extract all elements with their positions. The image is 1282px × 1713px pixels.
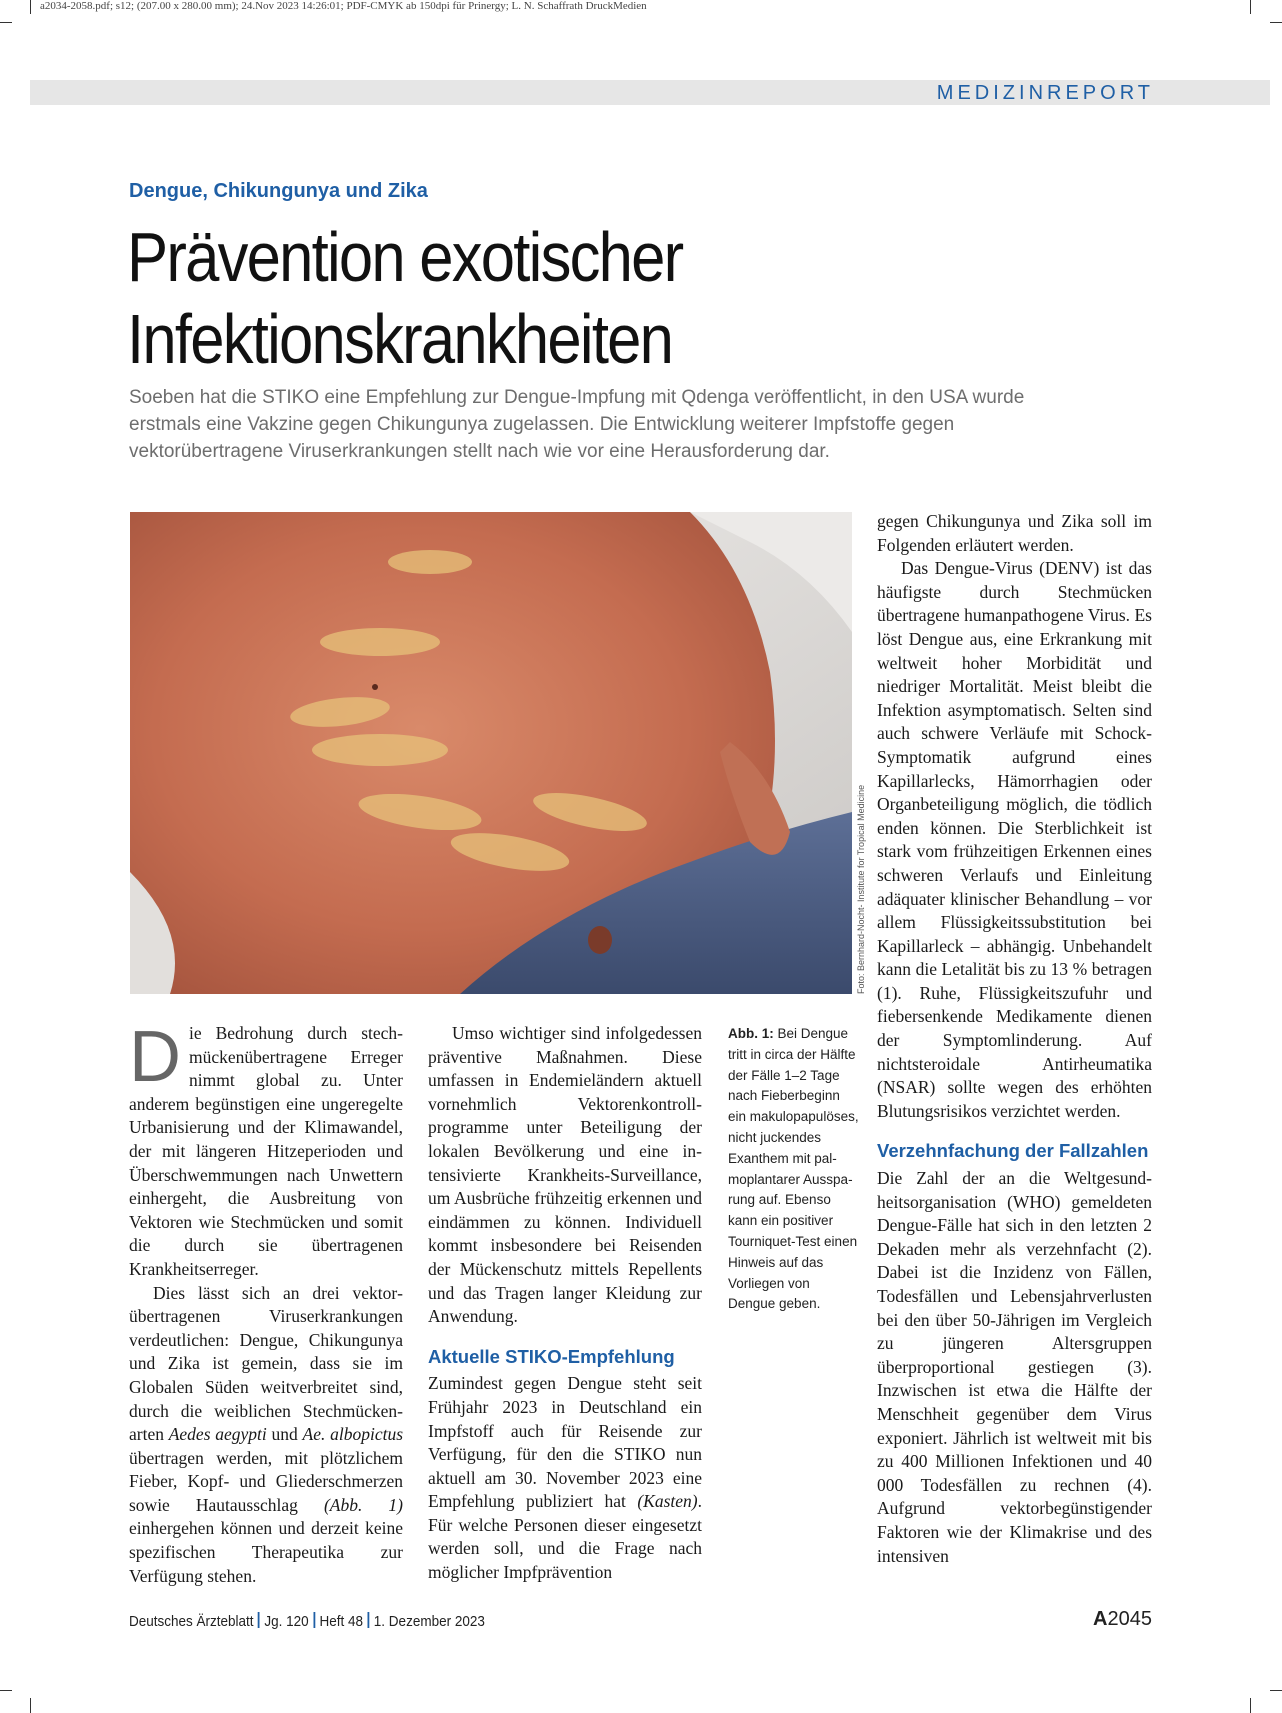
journal-name: Deutsches Ärzteblatt — [129, 1613, 254, 1630]
separator — [258, 1612, 260, 1628]
crop-mark — [1250, 1698, 1251, 1713]
box-reference: (Kasten) — [637, 1491, 698, 1512]
page-prefix: A — [1093, 1608, 1108, 1630]
subheading: Verzehnfachung der Fallzahlen — [877, 1140, 1149, 1162]
paragraph-text: einhergehen können und derzeit keine spezifischen Therapeutika zur Verfügung stehen. — [129, 1518, 403, 1586]
paragraph: gegen Chikungunya und Zika soll im Folgenden erläutert werden. — [877, 511, 1152, 555]
page-number — [1093, 1608, 1152, 1631]
page-number-value: 2045 — [1107, 1608, 1152, 1630]
section-label: MEDIZINREPORT — [936, 82, 1154, 104]
paragraph: Die Zahl der an die Weltgesundheitsorganisation (WHO) gemeldeten Dengue-Fälle hat sich in den letzten 2 Dekaden mehr als verzehnfacht (2). Dabei ist die Inzidenz von Fällen, Todesfällen und Lebensjahrverlusten bei den über 50-Jährigen im Vergleich zu jüngeren Altersgruppen überproportional gestiegen (3). Inzwischen ist etwa die Hälfte der Menschheit gegenüber dem Virus exponiert. Jährlich ist weltweit mit bis zu 400 Millionen Infektionen und 40 000 Todesfällen zu rechnen (4). Aufgrund vektorbegünstigender Faktoren wie der Klimakrise und des intensiven — [877, 1168, 1152, 1566]
footer-citation — [129, 1612, 485, 1630]
paragraph-text: und — [266, 1424, 303, 1445]
article-lead: Soeben hat die STIKO eine Empfehlung zur Dengue-Impfung mit Qdenga veröffentlicht, in den USA wurde erstmals eine Vakzine gegen Chikungunya zugelassen. Die Entwicklung weiterer Impfstoffe gegen vektorübertragene Viruserkrankungen stellt nach wie vor eine Herausforderung dar. — [129, 387, 1025, 462]
article-title-line1: Prävention exotischer — [127, 218, 683, 296]
article-title-line2: Infektionskrankheiten — [127, 300, 673, 378]
crop-mark — [30, 1698, 31, 1713]
figure-caption — [728, 1024, 860, 1315]
paragraph: Umso wichtiger sind infolgedessen präventive Maßnahmen. Diese umfassen in Endemieländern aktuell vornehmlich Vektorenkontrollprogramme unter Beteiligung der lokalen Bevölkerung und eine intensivierte Krankheits-Surveillance, um Ausbrüche frühzeitig erkennen und eindämmen zu können. Individuell kommt insbesondere bei Reisenden der Mückenschutz mittels Repellents und das Tragen langer Kleidung zur Anwendung. — [428, 1023, 702, 1327]
paragraph-text: Zumindest gegen Dengue steht seit Frühjahr 2023 in Deutschland ein Impfstoff auch für Reisende zur Verfügung, für den die STIKO nun aktuell am 30. November 2023 eine Empfehlung publiziert hat — [428, 1373, 702, 1512]
paragraph: Das Dengue-Virus (DENV) ist das häufigste durch Stechmücken übertragene humanpathogene Virus. Es löst Dengue aus, eine Erkrankung mit weltweit hoher Morbidität und niedriger Mortalität. Meist bleibt die Infektion asymptomatisch. Selten sind auch schwere Verläufe mit Schock-Symptomatik aufgrund eines Kapillarlecks, Hämorrhagien oder Organbeteiligung möglich, die tödlich enden können. Die Sterblichkeit ist stark vom frühzeitigen Erkennen eines schweren Verlaufs und Einleitung adäquater klinischer Behandlung – vor allem Flüssigkeitssubstitution bei Kapillarleck – abhängig. Unbehandelt kann die Letalität bis zu 13 % betragen (1). Ruhe, Flüssigkeitszufuhr und fiebersenkende Medikamente dienen der Symptomlinderung. Auf nichtsteroidale Antirheumatika (NSAR) sollte wegen des erhöhten Blutungsrisikos verzichtet werden. — [877, 558, 1152, 1121]
crop-mark — [0, 22, 12, 23]
article-column-1 — [129, 1017, 404, 1588]
print-info-line: a2034-2058.pdf; s12; (207.00 x 280.00 mm); 24.Nov 2023 14:26:01; PDF-CMYK ab 150dpi für Prinergy; L. N. Schaffrath DruckMedien — [40, 0, 647, 12]
paragraph-text: Dies lässt sich an drei vektorübertragenen Viruserkrankungen verdeutlichen: Dengue, Chikungunya und Zika ist gemein, dass sie im Globalen Süden weitverbreitet sind, durch die weiblichen Stechmückenarten — [129, 1282, 403, 1445]
paragraph — [129, 1282, 403, 1589]
crop-mark — [1250, 0, 1251, 14]
paragraph — [428, 1372, 702, 1584]
journal-issue: Heft 48 — [319, 1613, 363, 1630]
paragraph-text: übertragen werden, mit plötzlichem Fieber, Kopf- und Gliederschmerzen sowie Hautausschlag — [129, 1447, 403, 1515]
photo-credit: Foto: Bernhard-Nocht- Institute for Tropical Medicine — [856, 784, 866, 994]
crop-mark — [1270, 22, 1282, 23]
article-kicker: Dengue, Chikungunya und Zika — [129, 180, 428, 202]
species-name: Ae. albopictus — [302, 1424, 404, 1445]
paragraph — [129, 1017, 403, 1282]
species-name: Aedes aegypti — [168, 1424, 267, 1445]
crop-mark — [30, 0, 31, 14]
issue-date: 1. Dezember 2023 — [373, 1613, 485, 1630]
separator — [368, 1612, 370, 1628]
crop-mark — [0, 1690, 12, 1691]
crop-mark — [1270, 1690, 1282, 1691]
paragraph-text: ie Bedrohung durch stechmückenübertragene Erreger nimmt global zu. Unter anderem begünstigen eine ungeregelte Urbanisierung und der Klimawandel, der mit längeren Hitzeperioden und Überschwemmungen nach Unwettern einhergeht, die Ausbreitung von Vektoren wie Stechmücken und somit die durch sie übertragenen Krankheitserreger. — [129, 1023, 403, 1279]
article-column-4 — [877, 510, 1152, 1568]
dropcap: D — [129, 1017, 181, 1097]
article-column-2 — [428, 1022, 702, 1585]
separator — [313, 1612, 315, 1628]
caption-label: Abb. 1: — [728, 1026, 774, 1041]
article-photo — [130, 512, 852, 994]
journal-volume: Jg. 120 — [264, 1613, 309, 1630]
caption-text: Bei Dengue tritt in circa der Hälfte der Fälle 1–2 Tage nach Fieberbeginn ein makulopapulöses, nicht juckendes Exanthem mit palmoplantarer Aussparung auf. Ebenso kann ein positiver Tourniquet-Test einen Hinweis auf das Vorliegen von Dengue geben. — [728, 1026, 859, 1312]
skin-rash-photo — [130, 512, 852, 994]
subheading: Aktuelle STIKO-Empfehlung — [428, 1345, 675, 1367]
article-title — [127, 216, 919, 380]
paragraph-text: . Für welche Personen dieser eingesetzt werden soll, und die Frage nach möglicher Impfprävention — [428, 1491, 702, 1583]
figure-reference: (Abb. 1) — [323, 1494, 403, 1515]
